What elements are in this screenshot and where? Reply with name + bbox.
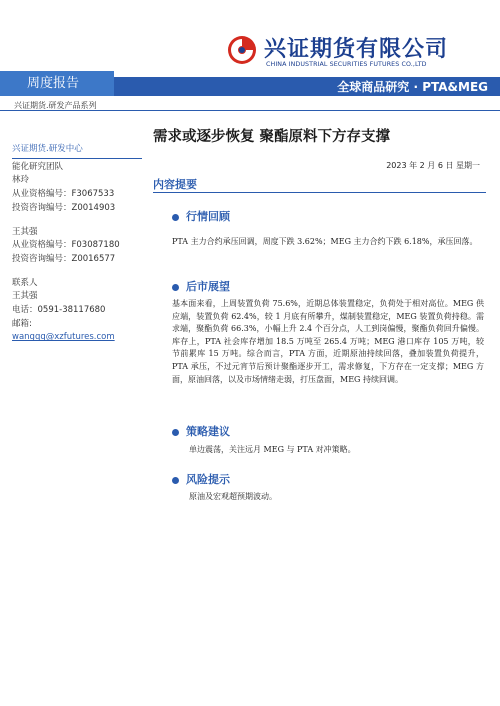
analyst-name: 林玲: [12, 175, 30, 186]
bullet-icon: [172, 429, 179, 436]
author-sidebar: [12, 143, 142, 345]
product-series: 兴证期货.研发产品系列: [14, 101, 97, 110]
section-text-outlook: 基本面来看，上周装置负荷 75.6%，近期总体装置稳定，负荷处于相对高位。MEG 供应端，装置负荷 62.4%，较 1 月底有所攀升，煤制装置稳定，MEG 装置负荷持稳。需求端，聚酯负荷 66.3%，小幅上升 2.4 个百分点，人工到岗偏慢，聚酯负荷回升偏慢。库存上，PTA 社会库存增加 18.5 万吨至 265.4 万吨；MEG 港口库存 105 万吨，较节前累库 15 万吨。综合而言，PTA 方面，近期原油持续回落，叠加装置负荷提升，PTA 承压，不过元宵节后预计聚酯逐步开工，需求修复，下方存在一定支撑；MEG 方面，原油回落，以及市场情绪走弱，打压盘面，MEG 持续回调。: [172, 299, 484, 384]
report-date: 2023 年 2 月 6 日 星期一: [386, 161, 480, 170]
contact-email-link[interactable]: wangqq@xzfutures.com: [12, 332, 115, 343]
bullet-icon: [172, 214, 179, 221]
summary-heading: 内容提要: [153, 178, 197, 191]
report-type-tab: 周度报告: [0, 71, 114, 96]
section-title-risk: 风险提示: [186, 473, 230, 486]
company-name-en: CHINA INDUSTRIAL SECURITIES FUTURES CO.,LTD: [266, 61, 427, 68]
company-name-cn: 兴证期货有限公司: [264, 36, 449, 62]
section-title-review: 行情回顾: [186, 210, 230, 223]
contact-name: 王其强: [12, 291, 38, 302]
section-title-strategy: 策略建议: [186, 425, 230, 438]
analyst-name: 王其强: [12, 226, 38, 237]
section-text-review: PTA 主力合约承压回调，周度下跌 3.62%；MEG 主力合约下跌 6.18%，承压回落。: [172, 237, 478, 246]
analyst-cert: 从业资格编号：F3067533: [12, 189, 115, 200]
analyst-cert: 从业资格编号：F03087180: [12, 240, 120, 251]
bullet-icon: [172, 477, 179, 484]
analyst-invest-cert: 投资咨询编号：Z0016577: [12, 253, 116, 264]
analyst-invest-cert: 投资咨询编号：Z0014903: [12, 202, 116, 213]
header-divider: [0, 110, 500, 111]
summary-divider: [153, 192, 486, 193]
contact-label: 联系人: [12, 277, 38, 288]
email-label: 邮箱:: [12, 318, 32, 329]
section-text-risk: 原油及宏观超预期波动。: [189, 492, 277, 501]
report-title: 需求或逐步恢复 聚酯原料下方存支撑: [153, 129, 391, 145]
section-text-strategy: 单边震荡，关注远月 MEG 与 PTA 对冲策略。: [189, 445, 356, 454]
report-category: 全球商品研究 · PTA&MEG: [337, 80, 488, 94]
section-title-outlook: 后市展望: [186, 280, 230, 293]
company-logo: [226, 34, 496, 74]
contact-phone: 电话：0591-38117680: [12, 305, 106, 316]
company-logo-icon: [226, 34, 258, 66]
research-center: 兴证期货.研发中心: [12, 143, 142, 159]
bullet-icon: [172, 284, 179, 291]
team-name: 能化研究团队: [12, 161, 64, 172]
